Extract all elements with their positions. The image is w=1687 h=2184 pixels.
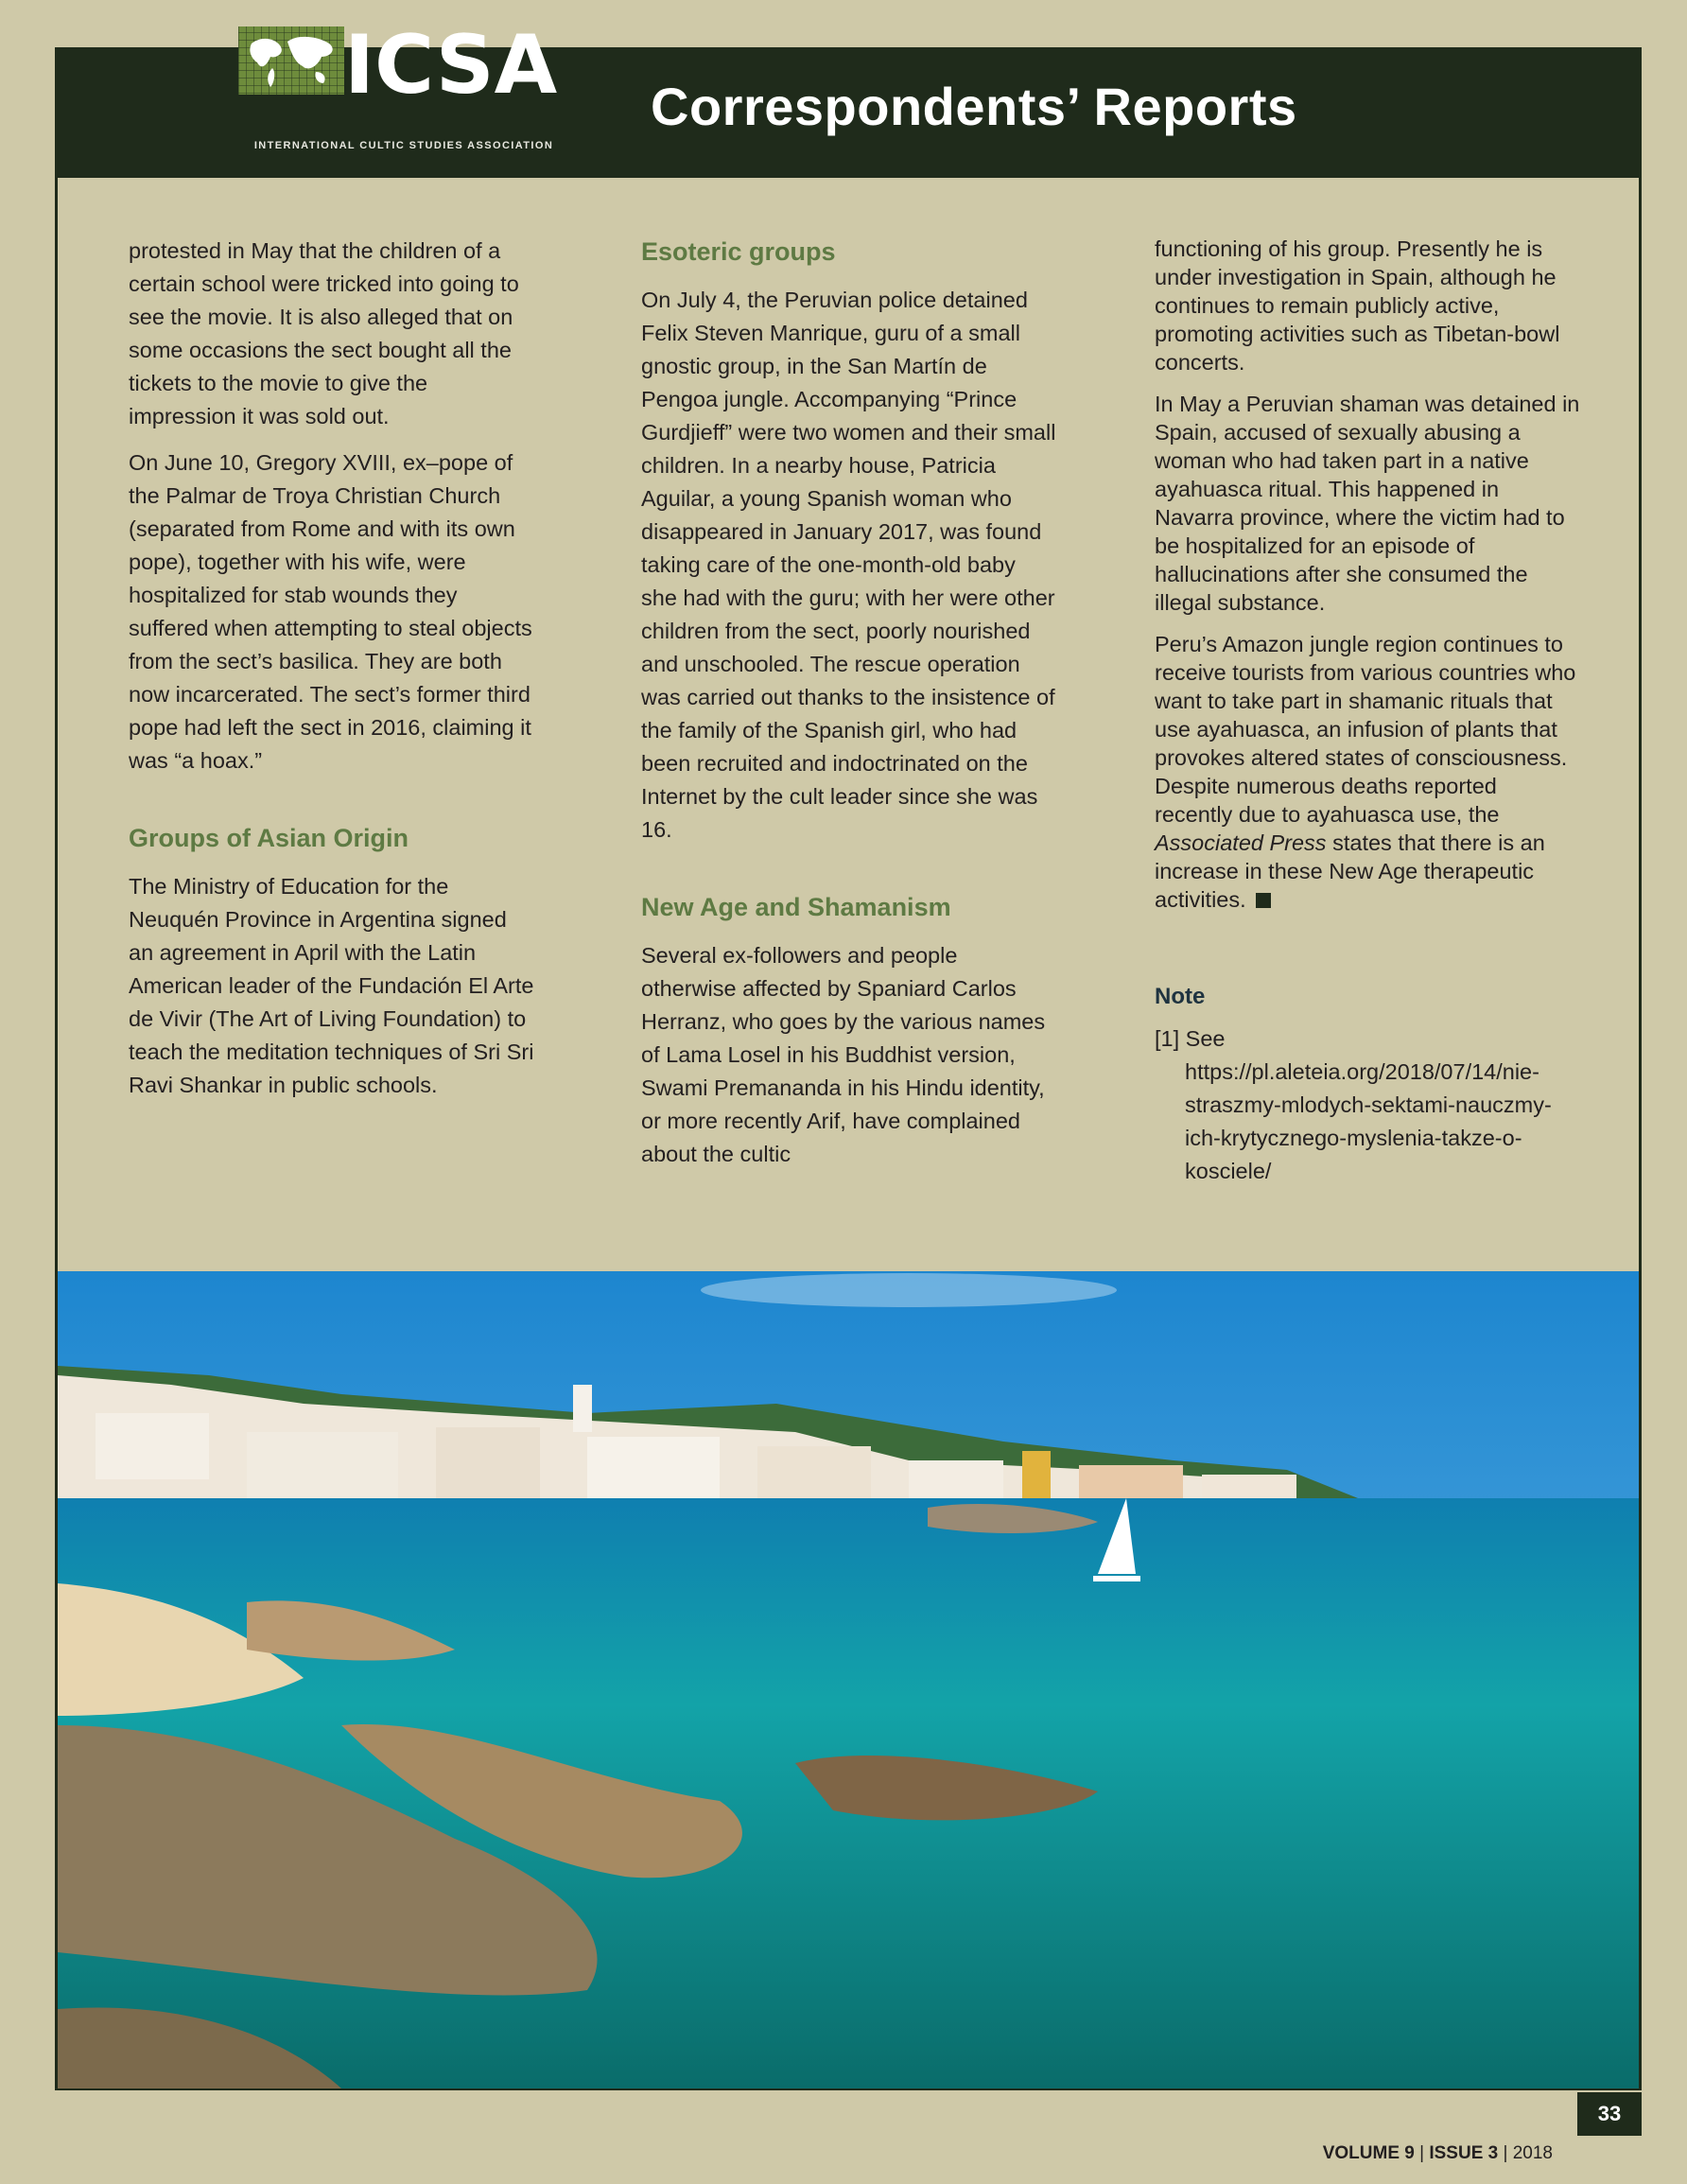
page-title: Correspondents’ Reports [651,77,1297,136]
col3-paragraph-3-end: states that there is an increase in these New Age therapeutic activities. [1155,830,1545,912]
column-3 [1155,235,1580,1188]
coastal-village-photo [58,1271,1639,2088]
col2-paragraph-2: Several ex-followers and people otherwise affected by Spaniard Carlos Herranz, who goes by the various names of Lama Losel in his Buddhist version, Swami Premananda in his Hindu identity, or more recently Arif, have complained about the cultic [641,943,1046,1166]
col3-paragraph-3 [1155,630,1580,914]
col3-paragraph-2: In May a Peruvian shaman was detained in Spain, accused of sexually abusing a woman who had taken part in a native ayahuasca ritual. This happened in Navarra province, where the victim had to be hospitalized for an episode of hallucinations after she consumed the illegal substance. [1155,392,1580,615]
footer-separator-1: | [1419,2143,1425,2163]
footer-separator-2: | [1503,2143,1508,2163]
column-2 [641,235,1057,1184]
col1-paragraph-2: On June 10, Gregory XVIII, ex–pope of the Palmar de Troya Christian Church (separated from Rome and with its own pope), together with his wife, were hospitalized for stab wounds they suffered when attempting to steal objects from the sect’s basilica. They are both now incarcerated. The sect’s former third pope had left the sect in 2016, claiming it was “a hoax.” [129,450,532,773]
page-number: 33 [1577,2092,1642,2136]
associated-press-italic: Associated Press [1155,830,1327,855]
heading-new-age-shamanism: New Age and Shamanism [641,893,951,921]
note-text: [1] See https://pl.aleteia.org/2018/07/14/nie-straszmy-mlodych-sektami-nauczmy-ich-krytycznego-myslenia-takze-o-kosciele/ [1155,1026,1552,1183]
footer-issue: ISSUE 3 [1429,2143,1499,2163]
footer-issue-info [1323,2143,1553,2164]
note-heading: Note [1155,984,1206,1009]
col3-paragraph-3-start: Peru’s Amazon jungle region continues to receive tourists from various countries who want to take part in shamanic rituals that use ayahuasca, an infusion of plants that provokes altered states of consciousness. Despite numerous deaths reported recently due to ayahuasca use, the [1155,632,1576,827]
col3-paragraph-1: functioning of his group. Presently he is under investigation in Spain, although he continues to remain publicly active, promoting activities such as Tibetan-bowl concerts. [1155,236,1560,375]
end-of-article-square-icon [1256,893,1271,908]
col1-paragraph-3: The Ministry of Education for the Neuquén Province in Argentina signed an agreement in April with the Latin American leader of the Fundación El Arte de Vivir (The Art of Living Foundation) to teach the meditation techniques of Sri Sri Ravi Shankar in public schools. [129,874,534,1097]
footer-volume: VOLUME 9 [1322,2143,1415,2163]
col2-paragraph-1: On July 4, the Peruvian police detained Felix Steven Manrique, guru of a small gnostic group, in the San Martín de Pengoa jungle. Accompanying “Prince Gurdjieff” were two women and their small children. In a nearby house, Patricia Aguilar, a young Spanish woman who disappeared in January 2017, was found taking care of the one-month-old baby she had with the guru; with her were other children from the sect, poorly nourished and unschooled. The rescue operation was carried out thanks to the insistence of the family of the Spanish girl, who had been recruited and indoctrinated on the Internet by the cult leader since she was 16. [641,288,1056,842]
logo-text: ICSA [344,25,558,113]
column-1 [129,235,535,1115]
heading-groups-asian-origin: Groups of Asian Origin [129,824,409,852]
col1-paragraph-1: protested in May that the children of a certain school were tricked into going to see the movie. It is also alleged that on some occasions the sect bought all the tickets to the movie to give the impression it was sold out. [129,238,519,428]
logo-subtitle: INTERNATIONAL CULTIC STUDIES ASSOCIATION [253,140,554,151]
icsa-logo [238,25,569,129]
footer-year: 2018 [1512,2143,1553,2163]
heading-esoteric-groups: Esoteric groups [641,237,836,266]
